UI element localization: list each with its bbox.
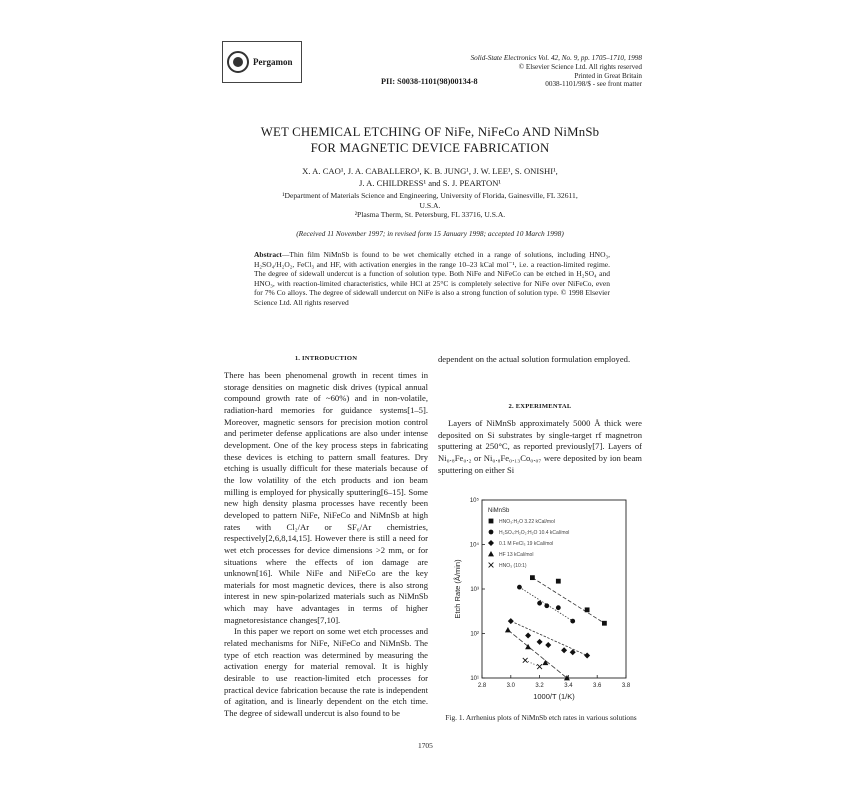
data-point-cross <box>523 658 528 663</box>
y-tick-label: 10⁵ <box>469 498 479 504</box>
legend-entry: H₂SO₄:H₂O₂:H₂O 10.4 kCal/mol <box>499 530 570 536</box>
figure-1 <box>440 494 640 710</box>
issn-line: 0038-1101/98/$ - see front matter <box>545 80 642 89</box>
chart-legend <box>488 508 569 569</box>
data-point-circle <box>570 619 575 624</box>
data-point-triangle <box>505 627 511 632</box>
data-point-circle <box>544 603 549 608</box>
legend-title: NiMnSb <box>488 508 510 514</box>
data-point-square <box>530 575 535 580</box>
legend-marker-circle <box>489 530 494 535</box>
authors-line-2: J. A. CHILDRESS¹ and S. J. PEARTON¹ <box>359 177 501 188</box>
data-point-circle <box>556 605 561 610</box>
printed-line: Printed in Great Britain <box>574 71 642 80</box>
x-tick-label: 3.2 <box>535 683 544 689</box>
continuation-paragraph: dependent on the actual solution formulation employed. <box>438 354 631 364</box>
fit-line-triangle <box>508 630 567 678</box>
intro-paragraph-2: In this paper we report on some wet etch processes and related mechanisms for NiFe, NiFeCo and NiMnSb. The type of etch reaction was determined by measuring the activation energy for material removal. It is highly desirable to use reaction-limited etch processes for practical device fabrication because the rate is independent of agitation, and is linearly dependent on the etch time. The degree of sidewall undercut is also found to be <box>224 626 428 719</box>
affiliation-1: ¹Department of Materials Science and Engineering, University of Florida, Gainesville, FL 32611, <box>282 191 578 200</box>
legend-marker-cross <box>489 563 494 568</box>
figure-caption: Fig. 1. Arrhenius plots of NiMnSb etch rates in various solutions <box>445 713 637 722</box>
data-point-diamond <box>561 647 567 653</box>
pii-code: PII: S0038-1101(98)00134-8 <box>381 77 478 86</box>
section-heading-introduction: 1. INTRODUCTION <box>294 355 358 362</box>
fit-line-diamond <box>511 621 587 655</box>
publisher-name: Pergamon <box>253 57 293 67</box>
title-line-1: WET CHEMICAL ETCHING OF NiFe, NiFeCo AND NiMnSb <box>260 125 600 139</box>
data-point-cross <box>537 664 542 669</box>
journal-citation: Solid-State Electronics Vol. 42, No. 9, pp. 1705–1710, 1998 <box>470 54 642 62</box>
affiliation-1-country: U.S.A. <box>419 200 441 210</box>
page-number: 1705 <box>418 741 433 750</box>
authors-line-1: X. A. CAO¹, J. A. CABALLERO¹, K. B. JUNG¹, J. W. LEE¹, S. ONISHI¹, <box>302 166 558 176</box>
x-tick-label: 3.4 <box>564 683 573 689</box>
affiliations <box>222 191 638 220</box>
section-heading-experimental: 2. EXPERIMENTAL <box>508 403 572 410</box>
right-column-continuation <box>438 354 642 366</box>
chart-fit-lines <box>508 578 604 678</box>
y-tick-label: 10¹ <box>470 676 479 682</box>
publisher-logo <box>222 41 302 83</box>
legend-marker-square <box>489 519 494 524</box>
affiliation-2: ²Plasma Therm, St. Petersburg, FL 33716, U.S.A. <box>354 210 506 219</box>
data-point-diamond <box>525 633 531 639</box>
paper-title <box>222 124 638 156</box>
abstract-text: —Thin film NiMnSb is found to be wet chemically etched in a range of solutions, including HNO₃, H₂SO₄/H₂O₂, FeCl₃ and HF, with activation energies in the range 10–23 kCal mol⁻¹, i.e. a reaction-limited regime. The degree of sidewall undercut is a function of solution type. Both NiFe and NiFeCo can be etched in H₂SO₄ and HNO₃, with reaction-limited characteristics, while HCl at 25°C is completely selective for NiFe over NiFeCo, even for 7% Co alloys. The degree of sidewall undercut on NiFe is also a strong function of solution type. © 1998 Elsevier Science Ltd. All rights reserved <box>254 250 610 307</box>
x-tick-label: 3.0 <box>506 683 515 689</box>
legend-entry: HNO₃:H₂O 3.22 kCal/mol <box>499 519 555 525</box>
legend-entry: 0.1 M FeCl₃ 19 kCal/mol <box>499 541 554 547</box>
chart-data-points <box>505 575 607 680</box>
experimental-column <box>438 418 642 476</box>
pergamon-emblem-icon <box>227 51 249 73</box>
y-tick-label: 10³ <box>470 587 479 593</box>
y-tick-label: 10⁴ <box>469 542 479 549</box>
data-point-circle <box>537 601 542 606</box>
title-line-2: FOR MAGNETIC DEVICE FABRICATION <box>310 141 550 155</box>
plot-frame <box>482 500 626 678</box>
data-point-square <box>602 621 607 626</box>
x-tick-label: 3.6 <box>593 683 602 689</box>
arrhenius-chart <box>440 494 640 710</box>
fit-line-cross <box>525 660 539 666</box>
y-axis-label: Etch Rate (Å/min) <box>453 559 462 619</box>
abstract-label: Abstract <box>254 250 282 259</box>
x-tick-label: 3.8 <box>621 683 631 689</box>
copyright-line: © Elsevier Science Ltd. All rights reserved <box>518 62 642 71</box>
legend-entry: HNO₃ (10:1) <box>499 563 527 569</box>
x-tick-label: 2.8 <box>477 683 487 689</box>
experimental-paragraph-1: Layers of NiMnSb approximately 5000 Å thick were deposited on Si substrates by single-target rf magnetron sputtering at 250°C, as reported previously[7]. Layers of Ni₀.₈Fe₀.₂ or Ni₀.₈Fe₀.₁₃Co₀.₀₇ were deposited by ion beam sputtering on either Si <box>438 418 642 475</box>
legend-entry: HF 13 kCal/mol <box>499 552 534 558</box>
data-point-square <box>585 607 590 612</box>
data-point-diamond <box>584 653 590 659</box>
data-point-diamond <box>545 642 551 648</box>
received-dates: (Received 11 November 1997; in revised form 15 January 1998; accepted 10 March 1998) <box>296 229 564 238</box>
data-point-circle <box>517 585 522 590</box>
x-axis-label: 1000/T (1/K) <box>533 692 575 701</box>
left-column <box>224 370 428 720</box>
legend-marker-diamond <box>488 540 494 546</box>
intro-paragraph-1: There has been phenomenal growth in recent times in storage densities on magnetic disk drives (typical annual compound growth rate of ~60%) and in non-volatile, radiation-hard memories for guidance systems[1–5]. Moreover, magnetic sensors for precision motion control and perimeter defense applications are also under intense development. One of the key process steps in fabricating these devices is etching to pattern small features. Dry etching is usually difficult for these materials because of the low volatility of the etch products and ion beam milling is employed for physically sputtering[6–15]. Some new high density plasma processes have recently been developed to pattern NiFe, NiFeCo and NiMnSb at high rates with Cl₂/Ar or SF₆/Ar chemistries, respectively[2,6,8,14,15]. However there is still a need for wet etch processes for device dimensions >2 mm, or for situations where the effects of ion damage are unknown[16]. While NiFe and NiFeCo are the key materials for most magnetic devices, there is also strong interest in new spin-polarized materials such as NiMnSb which may have advantages in terms of higher magnetoresistance changes[7,10]. <box>224 370 428 625</box>
legend-marker-triangle <box>488 551 494 556</box>
abstract <box>254 250 610 308</box>
chart-axes <box>453 497 631 701</box>
data-point-diamond <box>508 618 514 624</box>
data-point-diamond <box>537 639 543 645</box>
fit-line-square <box>532 578 604 624</box>
data-point-square <box>556 579 561 584</box>
y-tick-label: 10² <box>470 631 479 638</box>
author-list <box>222 166 638 189</box>
